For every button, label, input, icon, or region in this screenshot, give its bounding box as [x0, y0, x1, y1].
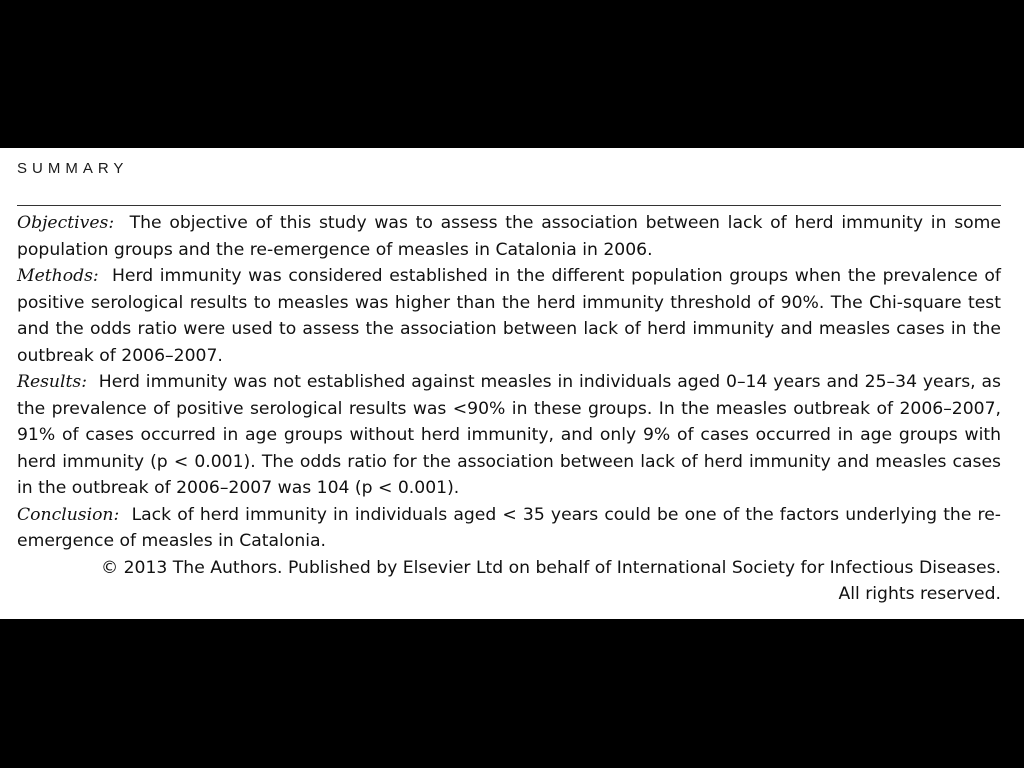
- abstract-page: [0, 148, 1024, 619]
- objectives-label: Objectives:: [17, 213, 115, 233]
- methods-text: Herd immunity was considered established in the different population groups when the prevalence of positive serological results to measles was higher than the herd immunity threshold of 90%. The Chi-square test and the odds ratio were used to assess the association between lack of herd immunity and measles cases in the outbreak of 2006–2007.: [17, 266, 1001, 366]
- results-paragraph: [17, 369, 1001, 502]
- results-label: Results:: [17, 372, 88, 392]
- conclusion-label: Conclusion:: [17, 504, 120, 525]
- abstract-body: [17, 210, 1001, 608]
- conclusion-paragraph: [17, 502, 1001, 555]
- methods-label: Methods:: [17, 266, 99, 286]
- heading-divider: [17, 205, 1001, 206]
- conclusion-text: Lack of herd immunity in individuals aged < 35 years could be one of the factors underlying the re-emergence of measles in Catalonia.: [17, 504, 1001, 551]
- results-text: Herd immunity was not established against measles in individuals aged 0–14 years and 25–34 years, as the prevalence of positive serological results was <90% in these groups. In the measles outbreak of 2006–2007, 91% of cases occurred in age groups without herd immunity, and only 9% of cases occurred in age groups with herd immunity (p < 0.001). The odds ratio for the association between lack of herd immunity and measles cases in the outbreak of 2006–2007 was 104 (p < 0.001).: [17, 372, 1001, 498]
- methods-paragraph: [17, 263, 1001, 369]
- objectives-paragraph: [17, 210, 1001, 263]
- summary-heading: SUMMARY: [17, 160, 129, 177]
- copyright-notice: © 2013 The Authors. Published by Elsevier Ltd on behalf of International Society for Infectious Diseases. All rights reserved.: [100, 557, 1001, 604]
- objectives-text: The objective of this study was to assess the association between lack of herd immunity in some population groups and the re-emergence of measles in Catalonia in 2006.: [17, 213, 1001, 260]
